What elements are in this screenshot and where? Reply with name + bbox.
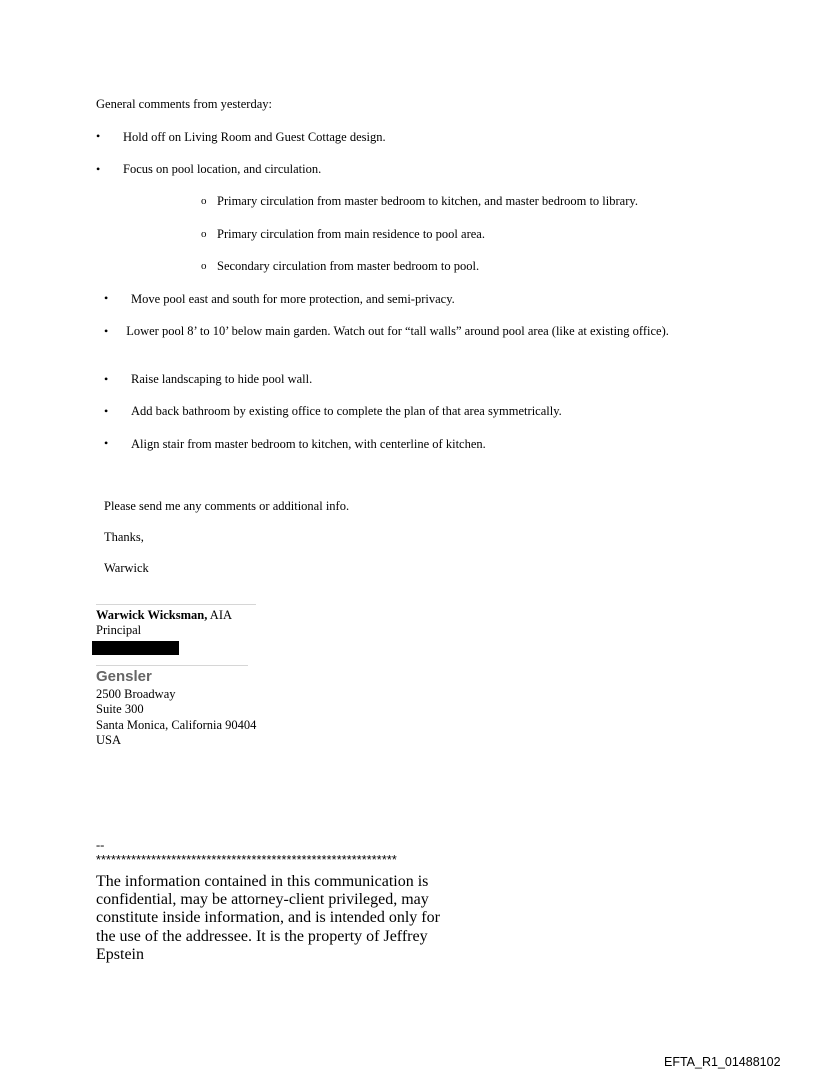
bullet-glyph: •	[96, 162, 101, 176]
bullet-glyph: •	[104, 372, 109, 386]
sub-item: Secondary circulation from master bedroom to pool.	[217, 259, 480, 273]
signature-name	[96, 608, 232, 623]
bullet-glyph: •	[104, 324, 109, 338]
bullet-glyph: •	[104, 436, 109, 450]
redaction-bar	[92, 641, 179, 655]
address-line: USA	[96, 733, 122, 747]
bullet-item: Move pool east and south for more protection, and semi-privacy.	[131, 292, 455, 306]
signature-name-bold: Warwick Wicksman,	[96, 608, 208, 622]
bullet-item: Focus on pool location, and circulation.	[123, 162, 322, 176]
closing-thanks: Thanks,	[104, 530, 144, 544]
company-name: Gensler	[96, 668, 152, 685]
signature-credential: AIA	[207, 608, 233, 622]
bullet-glyph: •	[104, 291, 109, 305]
circle-glyph: o	[201, 195, 207, 207]
bullet-glyph: •	[104, 404, 109, 418]
circle-glyph: o	[201, 228, 207, 240]
bullet-item-wrapped	[104, 324, 694, 339]
bullet-item: Raise landscaping to hide pool wall.	[131, 372, 313, 386]
sub-item: Primary circulation from master bedroom to kitchen, and master bedroom to library.	[217, 194, 638, 208]
sub-item: Primary circulation from main residence to pool area.	[217, 227, 485, 241]
circle-glyph: o	[201, 260, 207, 272]
bullet-item: Hold off on Living Room and Guest Cottage design.	[123, 130, 386, 144]
address-line: 2500 Broadway	[96, 687, 176, 701]
signature-divider	[96, 604, 256, 605]
closing-name: Warwick	[104, 561, 149, 575]
separator-stars: ************************************************************	[96, 853, 397, 867]
bullet-item: Lower pool 8’ to 10’ below main garden. Watch out for “tall walls” around pool area (like at existing office).	[126, 324, 669, 338]
bullet-item: Align stair from master bedroom to kitchen, with centerline of kitchen.	[131, 437, 486, 451]
closing-request: Please send me any comments or additional info.	[104, 499, 350, 513]
separator-dash: --	[96, 838, 105, 852]
bullet-glyph: •	[96, 129, 101, 143]
address-line: Santa Monica, California 90404	[96, 718, 257, 732]
disclaimer-text: The information contained in this communication is confidential, may be attorney-client privileged, may constitute inside information, and is intended only for the use of the addressee. It is the property of Jeffrey Epstein	[96, 873, 440, 963]
intro-text: General comments from yesterday:	[96, 97, 272, 111]
address-line: Suite 300	[96, 702, 144, 716]
bullet-item: Add back bathroom by existing office to complete the plan of that area symmetrically.	[131, 404, 562, 418]
signature-title: Principal	[96, 623, 142, 637]
company-divider	[96, 665, 248, 666]
document-id: EFTA_R1_01488102	[664, 1055, 781, 1069]
